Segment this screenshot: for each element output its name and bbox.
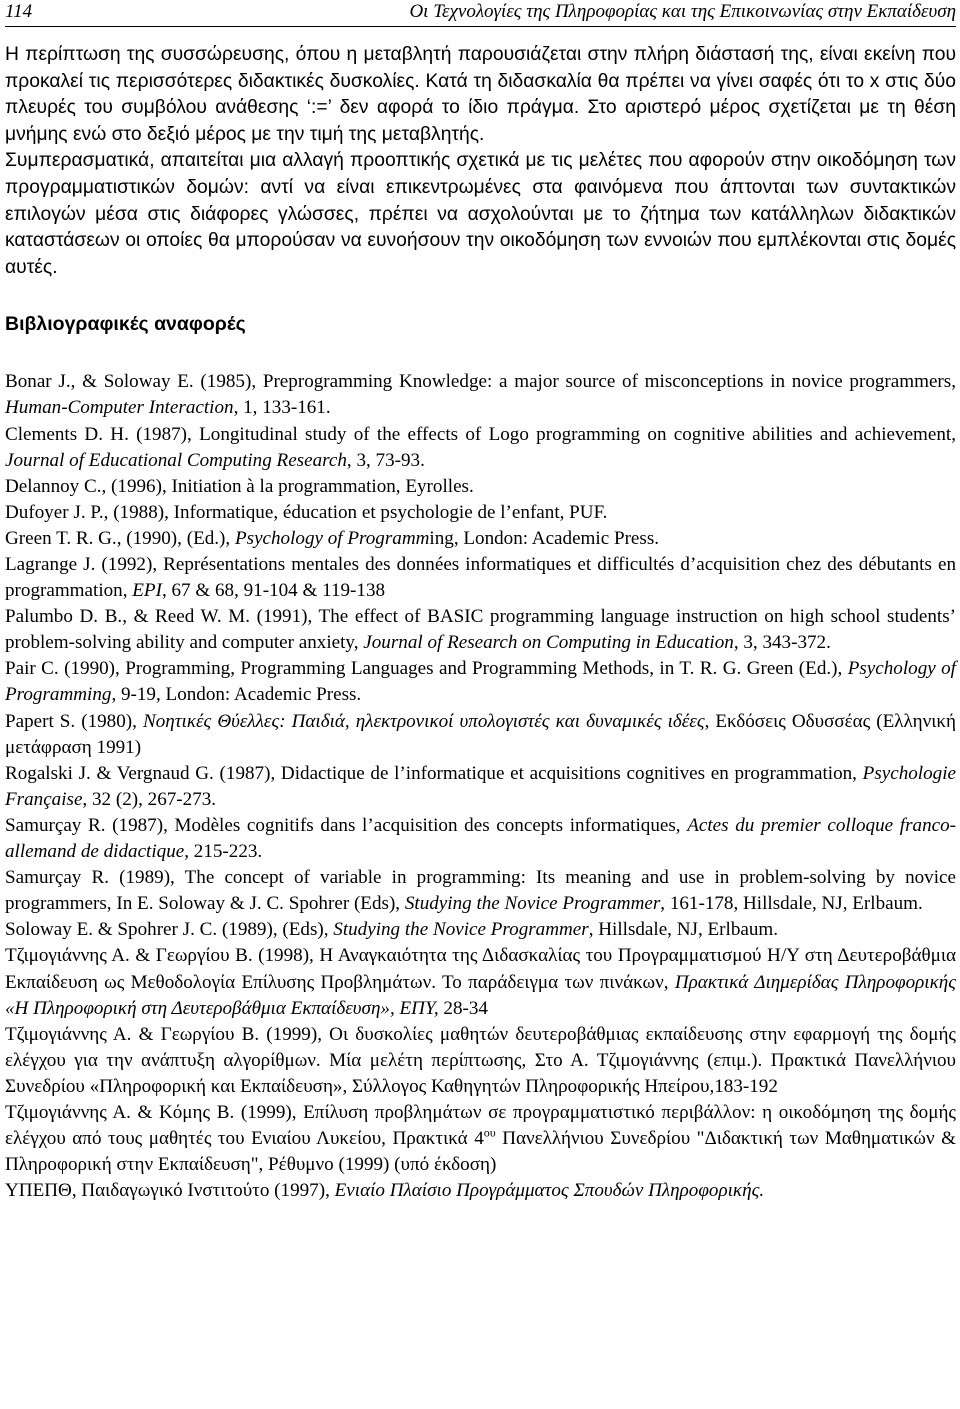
reference-entry (5, 369, 956, 421)
reference-text-tail: Πανελλήνιου Συνεδρίου "Διδακτική των Μαθηματικών & Πληροφορική στην Εκπαίδευση", Ρέθυμνο (1999) (υπό έκδοση) (5, 1128, 957, 1176)
reference-text: Τζιμογιάννης Α. & Κόμης Β. (1999), Επίλυση προβλημάτων σε προγραμματιστικό περιβάλλον: η οικοδόμηση της δομής ελέγχου από τους μαθητές του Ενιαίου Λυκείου, Πρακτικά 4 (5, 1101, 956, 1150)
reference-text: Dufoyer J. P., (1988), Informatique, éducation et psychologie de l’enfant, PUF. (5, 501, 608, 523)
body-paragraph: Η περίπτωση της συσσώρευσης, όπου η μεταβλητή παρουσιάζεται στην πλήρη διάστασή της, είναι εκείνη που προκαλεί τις περισσότερες διδακτικές δυσκολίες. Κατά τη διδασκαλία θα πρέπει να γίνει σαφές ότι το x στις δύο πλευρές του συμβόλου ανάθεσης ‘:=’ δεν αφορά το ίδιο πράγμα. Στο αριστερό μέρος σχετίζεται με τη θέση μνήμης ενώ στο δεξιό μέρος με την τιμή της μεταβλητής. (5, 44, 956, 145)
reference-text-tail: , 3, 73-93. (346, 449, 425, 471)
reference-italic-title: Psychology of Programm (234, 527, 430, 549)
reference-text-tail: , Hillsdale, NJ, Erlbaum. (588, 919, 779, 941)
reference-text: Palumbo D. B., & Reed W. M. (1991), The effect of BASIC programming language instruction on high school students’ problem-solving ability and computer anxiety, (5, 606, 956, 654)
body-paragraph: Συμπερασματικά, απαιτείται μια αλλαγή προοπτικής σχετικά με τις μελέτες που αφορούν στην οικοδόμηση των προγραμματιστικών δομών: αντί να είναι επικεντρωμένες στα φαινόμενα που άπτονται των συντακτικών επιλογών μέσα στις διάφορες γλώσσες, πρέπει να ασχολούνται με το ζήτημα των κατάλληλων διδακτικών καταστάσεων οι οποίες θα μπορούσαν να ευνοήσουν την οικοδόμηση των εννοιών που εμπλέκονται στις δομές αυτές. (5, 150, 956, 278)
reference-text-tail: , 67 & 68, 91-104 & 119-138 (161, 580, 386, 602)
reference-text-tail: , Εκδόσεις Οδυσσέας (Ελληνική μετάφραση 1991) (5, 710, 956, 758)
reference-italic-title: Actes du premier colloque franco-allemand de didactique, (5, 814, 956, 863)
reference-entry (5, 1178, 956, 1204)
reference-entry (5, 604, 956, 656)
reference-entry (5, 552, 956, 604)
reference-entry (5, 943, 956, 1021)
reference-entry (5, 500, 956, 526)
reference-text: Soloway E. & Spohrer J. C. (1989), (Eds), (5, 919, 334, 941)
reference-text-tail: 215-223. (189, 841, 263, 863)
reference-text-tail: , 161-178, Hillsdale, NJ, Erlbaum. (660, 893, 923, 915)
reference-text-tail: , 1, 133-161. (233, 397, 331, 419)
reference-text-tail: 28-34 (438, 997, 488, 1019)
reference-text: Samurçay R. (1987), Modèles cognitifs dans l’acquisition des concepts informatiques, (5, 814, 688, 836)
reference-entry (5, 422, 956, 474)
reference-italic-title: Journal of Research on Computing in Education (363, 632, 734, 654)
reference-text: Clements D. H. (1987), Longitudinal study of the effects of Logo programming on cognitive abilities and achievement, (5, 423, 956, 445)
reference-italic-title: Ενιαίο Πλαίσιο Προγράμματος Σπουδών Πληροφορικής. (334, 1180, 765, 1202)
reference-entry (5, 1022, 956, 1100)
reference-text: Samurçay R. (1989), The concept of variable in programming: Its meaning and use in problem-solving by novice programmers, In E. Soloway & J. C. Spohrer (Eds), (5, 867, 956, 915)
reference-entry (5, 813, 956, 865)
reference-list (5, 369, 956, 1204)
reference-italic-title: EPI (132, 580, 162, 602)
running-title: Οι Τεχνολογίες της Πληροφορίας και της Επικοινωνίας στην Εκπαίδευση (409, 1, 956, 22)
reference-text: Τζιμογιάννης Α. & Γεωργίου Β. (1999), Οι δυσκολίες μαθητών δευτεροβάθμιας εκπαίδευσης στην εφαρμογή της δομής ελέγχου για την ανάπτυξη αλγορίθμων. Μία μελέτη περίπτωσης, Στο Α. Τζιμογιάννης (επιμ.). Πρακτικά Πανελλήνιου Συνεδρίου «Πληροφορική και Εκπαίδευση», Σύλλογος Καθηγητών Πληροφορικής Ηπείρου,183-192 (5, 1023, 956, 1097)
reference-text: Rogalski J. & Vergnaud G. (1987), Didactique de l’informatique et acquisitions cognitives en programmation, (5, 762, 863, 784)
page-number: 114 (5, 1, 33, 22)
reference-text: Papert S. (1980), (5, 710, 143, 732)
reference-italic-title: Human-Computer Interaction (5, 397, 234, 419)
reference-text: Lagrange J. (1992), Représentations mentales des données informatiques et difficultés d’acquisition chez des débutants en programmation, (5, 554, 956, 602)
reference-entry (5, 474, 956, 500)
reference-superscript: ου (483, 1125, 496, 1140)
reference-entry (5, 656, 956, 708)
reference-italic-title: Νοητικές Θύελλες: Παιδιά, ηλεκτρονικοί υπολογιστές και δυναμικές ιδέες (142, 710, 705, 732)
section-title: Βιβλιογραφικές αναφορές (5, 313, 246, 336)
document-page (5, 0, 956, 1204)
reference-text-tail: ing, London: Academic Press. (429, 527, 660, 549)
reference-text: Green T. R. G., (1990), (Ed.), (5, 527, 235, 549)
reference-text: Delannoy C., (1996), Initiation à la programmation, Eyrolles. (5, 475, 474, 497)
reference-entry (5, 526, 956, 552)
reference-text-tail: , 32 (2), 267-273. (82, 788, 217, 810)
reference-entry (5, 1100, 956, 1178)
reference-italic-title: Studying the Novice Programmer (333, 919, 589, 941)
reference-text: Τζιμογιάννης Α. & Γεωργίου Β. (1998), Η Αναγκαιότητα της Διδασκαλίας του Προγραμματισμού Η/Υ στη Δευτεροβάθμια Εκπαίδευση ως Μεθοδολογία Επίλυσης Προβλημάτων. Το παράδειγμα των πινάκων, (5, 945, 956, 993)
reference-italic-title: Πρακτικά Διημερίδας Πληροφορικής «Η Πληροφορική στη Δευτεροβάθμια Εκπαίδευση», ΕΠΥ, (5, 971, 956, 1019)
reference-italic-title: Psychology of Programming (5, 658, 956, 706)
reference-text-tail: , 3, 343-372. (733, 632, 831, 654)
reference-italic-title: Psychologie Française (5, 762, 956, 810)
page-header (5, 0, 956, 27)
reference-italic-title: Studying the Novice Programmer (404, 893, 661, 915)
reference-entry (5, 761, 956, 813)
reference-text: Bonar J., & Soloway E. (1985), Preprogramming Knowledge: a major source of misconceptions in novice programmers, (5, 371, 956, 393)
reference-italic-title: Journal of Educational Computing Research (5, 449, 347, 471)
reference-text: Pair C. (1990), Programming, Programming Languages and Programming Methods, in T. R. G. Green (Ed.), (5, 658, 848, 680)
reference-text-tail: , 9-19, London: Academic Press. (111, 684, 362, 706)
reference-entry (5, 865, 956, 917)
reference-text: ΥΠΕΠΘ, Παιδαγωγικό Ινστιτούτο (1997), (5, 1180, 335, 1202)
reference-entry (5, 709, 956, 761)
reference-entry (5, 917, 956, 943)
